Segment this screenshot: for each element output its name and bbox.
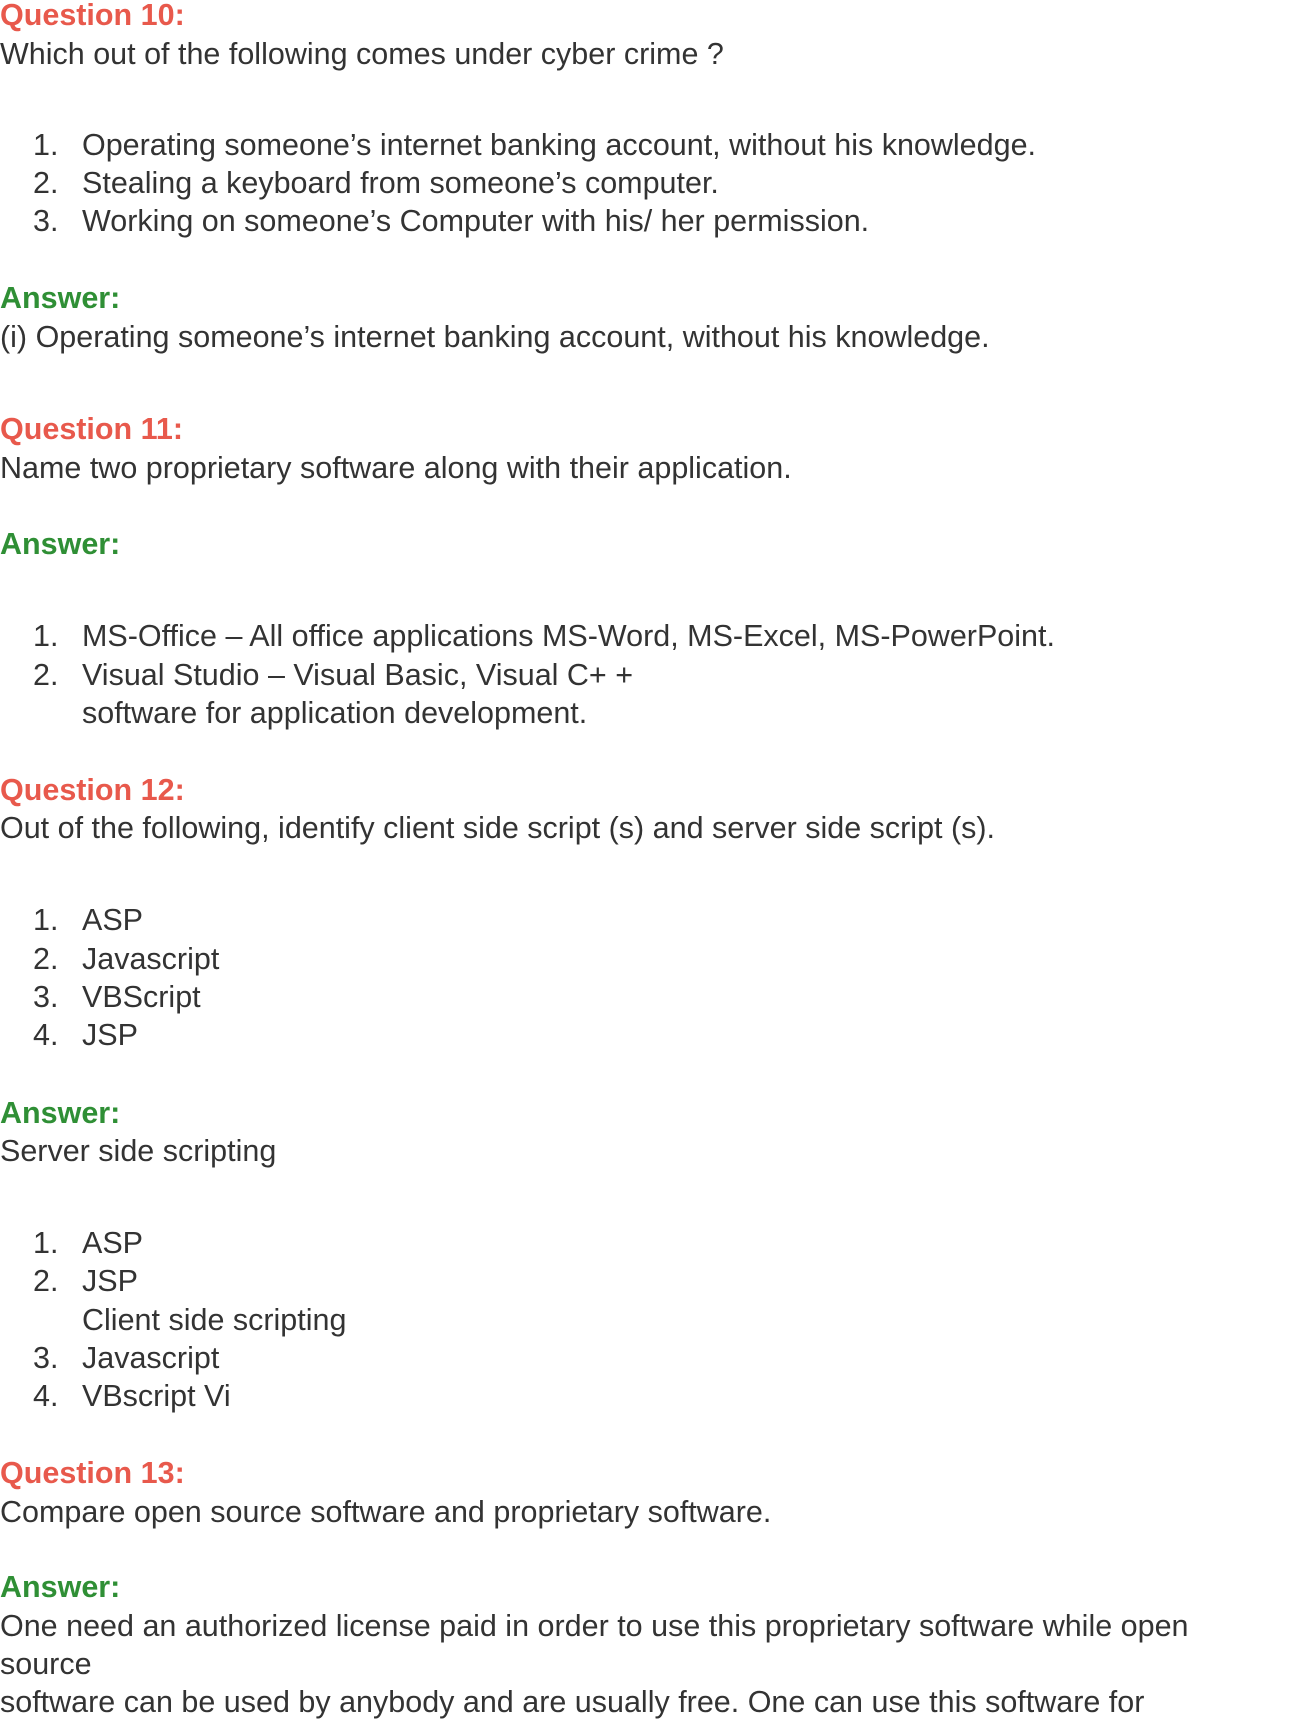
list-item: VBscript Vi (82, 1379, 231, 1413)
question-12-text: Out of the following, identify client side script (s) and server side script (s). (0, 811, 996, 845)
answer-11-heading: Answer: (0, 527, 121, 561)
list-item: ASP (82, 1226, 144, 1260)
answer-10-text: (i) Operating someone’s internet banking account, without his knowledge. (0, 320, 990, 354)
list-item: MS-Office – All office applications MS-Word, MS-Excel, MS-PowerPoint. (82, 619, 1055, 653)
list-item: Visual Studio – Visual Basic, Visual C+ + (82, 658, 634, 692)
answer-13-heading: Answer: (0, 1570, 121, 1604)
question-11-text: Name two proprietary software along with their application. (0, 451, 792, 485)
question-13-heading: Question 13: (0, 1456, 185, 1490)
list-number: 3. (33, 980, 59, 1014)
list-number: 1. (33, 128, 59, 162)
list-item: Javascript (82, 1341, 220, 1375)
list-item: Stealing a keyboard from someone’s computer. (82, 166, 719, 200)
list-number: 2. (33, 166, 59, 200)
list-item: Working on someone’s Computer with his/ her permission. (82, 204, 870, 238)
list-number: 2. (33, 942, 59, 976)
list-item: ASP (82, 903, 144, 937)
list-item: VBScript (82, 980, 201, 1014)
list-number: 2. (33, 658, 59, 692)
list-number: 3. (33, 1341, 59, 1375)
question-10-heading: Question 10: (0, 0, 185, 32)
list-number: 4. (33, 1379, 59, 1413)
answer-13-line: source (0, 1647, 92, 1681)
list-number: 3. (33, 204, 59, 238)
list-number: 1. (33, 619, 59, 653)
answer-13-line: One need an authorized license paid in order to use this proprietary software while open (0, 1609, 1189, 1643)
list-number: 1. (33, 1226, 59, 1260)
list-number: 1. (33, 903, 59, 937)
list-item: Operating someone’s internet banking account, without his knowledge. (82, 128, 1037, 162)
list-number: 4. (33, 1018, 59, 1052)
question-10-text: Which out of the following comes under cyber crime ? (0, 37, 724, 71)
answer-12-intro: Server side scripting (0, 1134, 277, 1168)
question-12-heading: Question 12: (0, 773, 185, 807)
answer-10-heading: Answer: (0, 281, 121, 315)
answer-12-heading: Answer: (0, 1096, 121, 1130)
question-11-heading: Question 11: (0, 412, 184, 446)
list-item-continuation: software for application development. (82, 696, 588, 730)
answer-13-line: software can be used by anybody and are usually free. One can use this software for (0, 1685, 1145, 1719)
list-item: JSP (82, 1018, 138, 1052)
list-number: 2. (33, 1264, 59, 1298)
list-subheading: Client side scripting (82, 1303, 347, 1337)
list-item: Javascript (82, 942, 220, 976)
question-13-text: Compare open source software and proprietary software. (0, 1495, 772, 1529)
list-item: JSP (82, 1264, 138, 1298)
